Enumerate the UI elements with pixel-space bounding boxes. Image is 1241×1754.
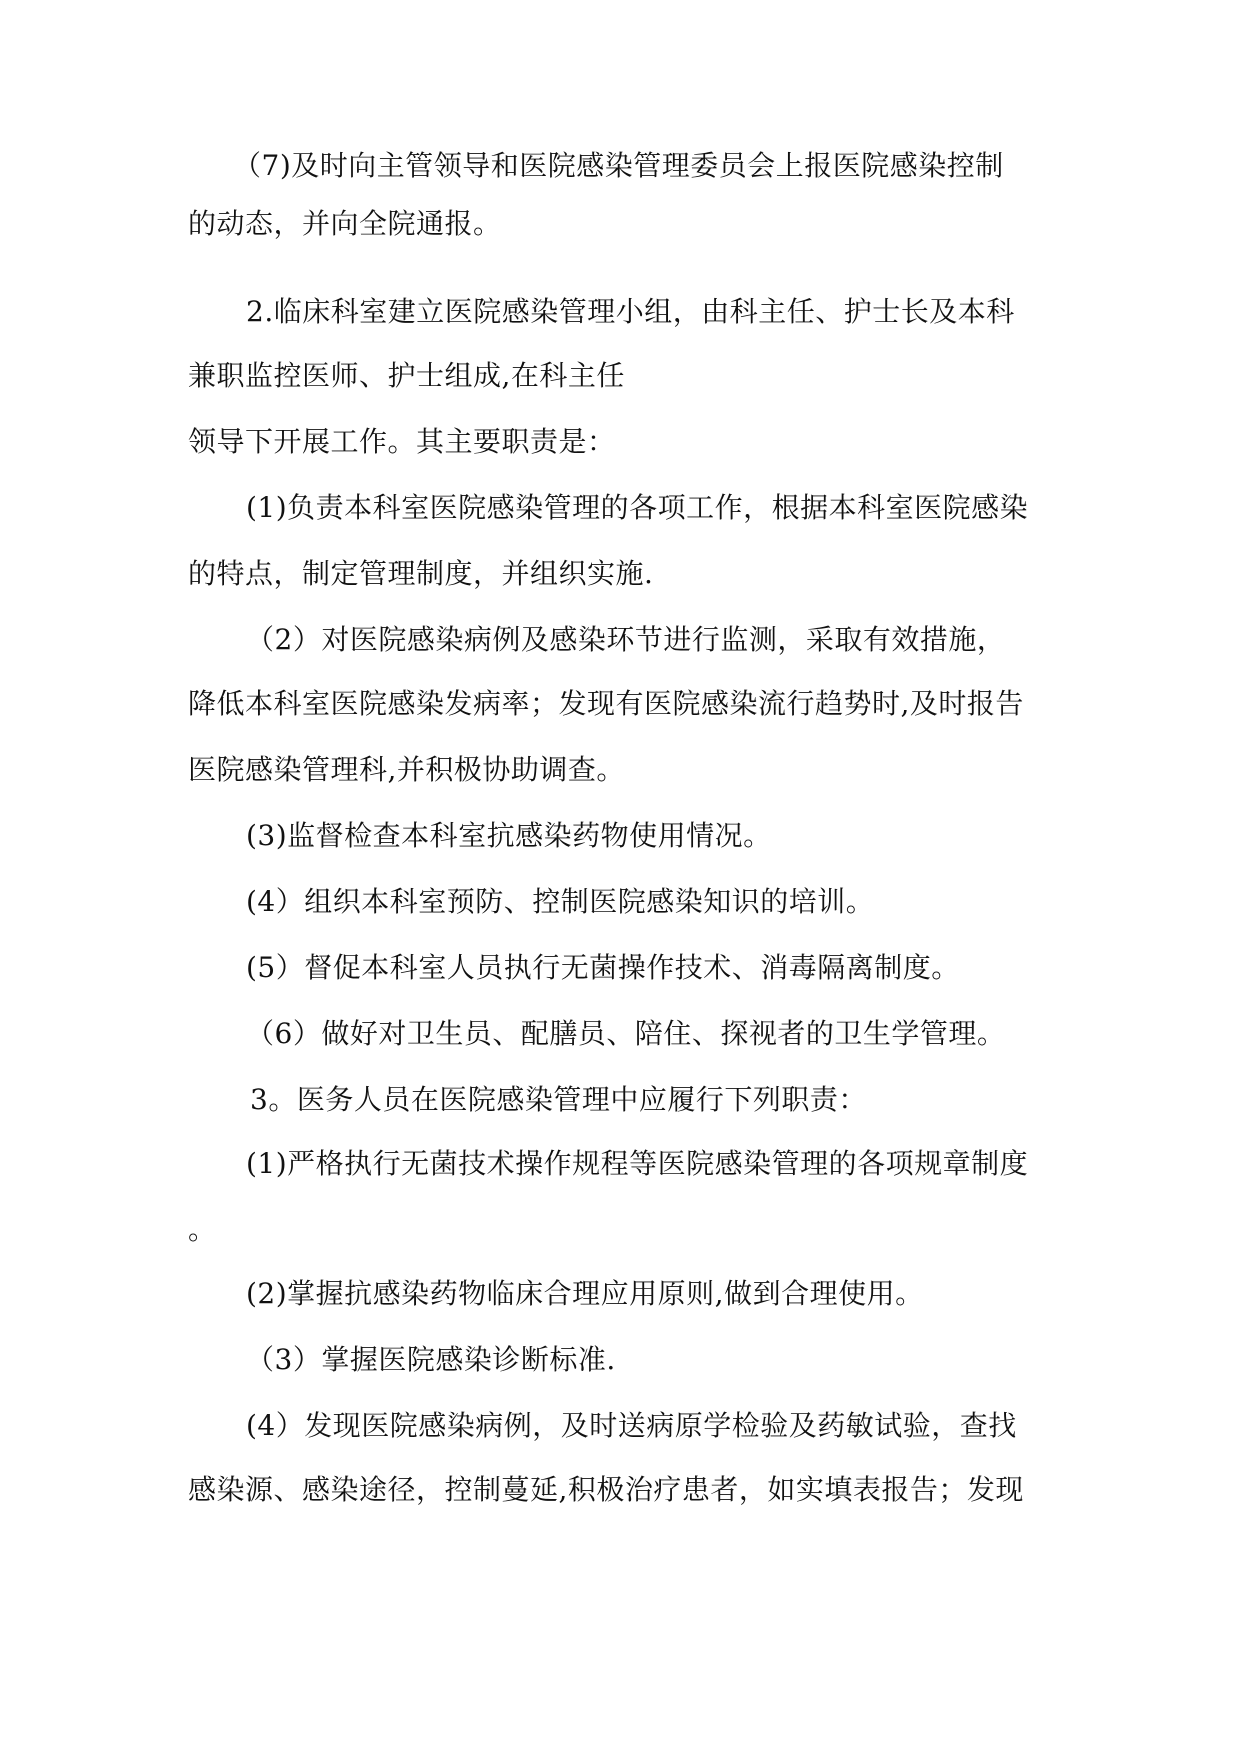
text-line: 3。医务人员在医院感染管理中应履行下列职责： — [250, 1083, 867, 1116]
text-line: (4）发现医院感染病例，及时送病原学检验及药敏试验，查找 — [246, 1409, 1017, 1442]
text-line: （2）对医院感染病例及感染环节进行监测，采取有效措施， — [246, 623, 1006, 656]
text-line: (3)监督检查本科室抗感染药物使用情况。 — [246, 819, 772, 852]
text-line: （7)及时向主管领导和医院感染管理委员会上报医院感染控制 — [233, 149, 1004, 182]
text-line: （3）掌握医院感染诊断标准. — [246, 1343, 616, 1376]
text-line: 感染源、感染途径，控制蔓延,积极治疗患者，如实填表报告；发现 — [188, 1473, 1024, 1506]
text-line: 的动态，并向全院通报。 — [188, 207, 502, 240]
text-line: 领导下开展工作。其主要职责是： — [188, 425, 616, 458]
text-line: (4）组织本科室预防、控制医院感染知识的培训。 — [246, 885, 875, 918]
text-line: (1)严格执行无菌技术操作规程等医院感染管理的各项规章制度 — [246, 1147, 1029, 1180]
text-line: (2)掌握抗感染药物临床合理应用原则,做到合理使用。 — [246, 1277, 924, 1310]
text-line: 2.临床科室建立医院感染管理小组，由科主任、护士长及本科 — [246, 295, 1015, 328]
text-line: (5）督促本科室人员执行无菌操作技术、消毒隔离制度。 — [246, 951, 960, 984]
text-line: 兼职监控医师、护士组成,在科主任 — [188, 359, 625, 392]
text-line: （6）做好对卫生员、配膳员、陪住、探视者的卫生学管理。 — [246, 1017, 1006, 1050]
text-line: 医院感染管理科,并积极协助调查。 — [188, 753, 625, 786]
text-line: (1)负责本科室医院感染管理的各项工作，根据本科室医院感染 — [246, 491, 1029, 524]
text-line: 。 — [188, 1213, 217, 1246]
text-line: 的特点，制定管理制度，并组织实施. — [188, 557, 654, 590]
text-line: 降低本科室医院感染发病率；发现有医院感染流行趋势时,及时报告 — [188, 687, 1024, 720]
